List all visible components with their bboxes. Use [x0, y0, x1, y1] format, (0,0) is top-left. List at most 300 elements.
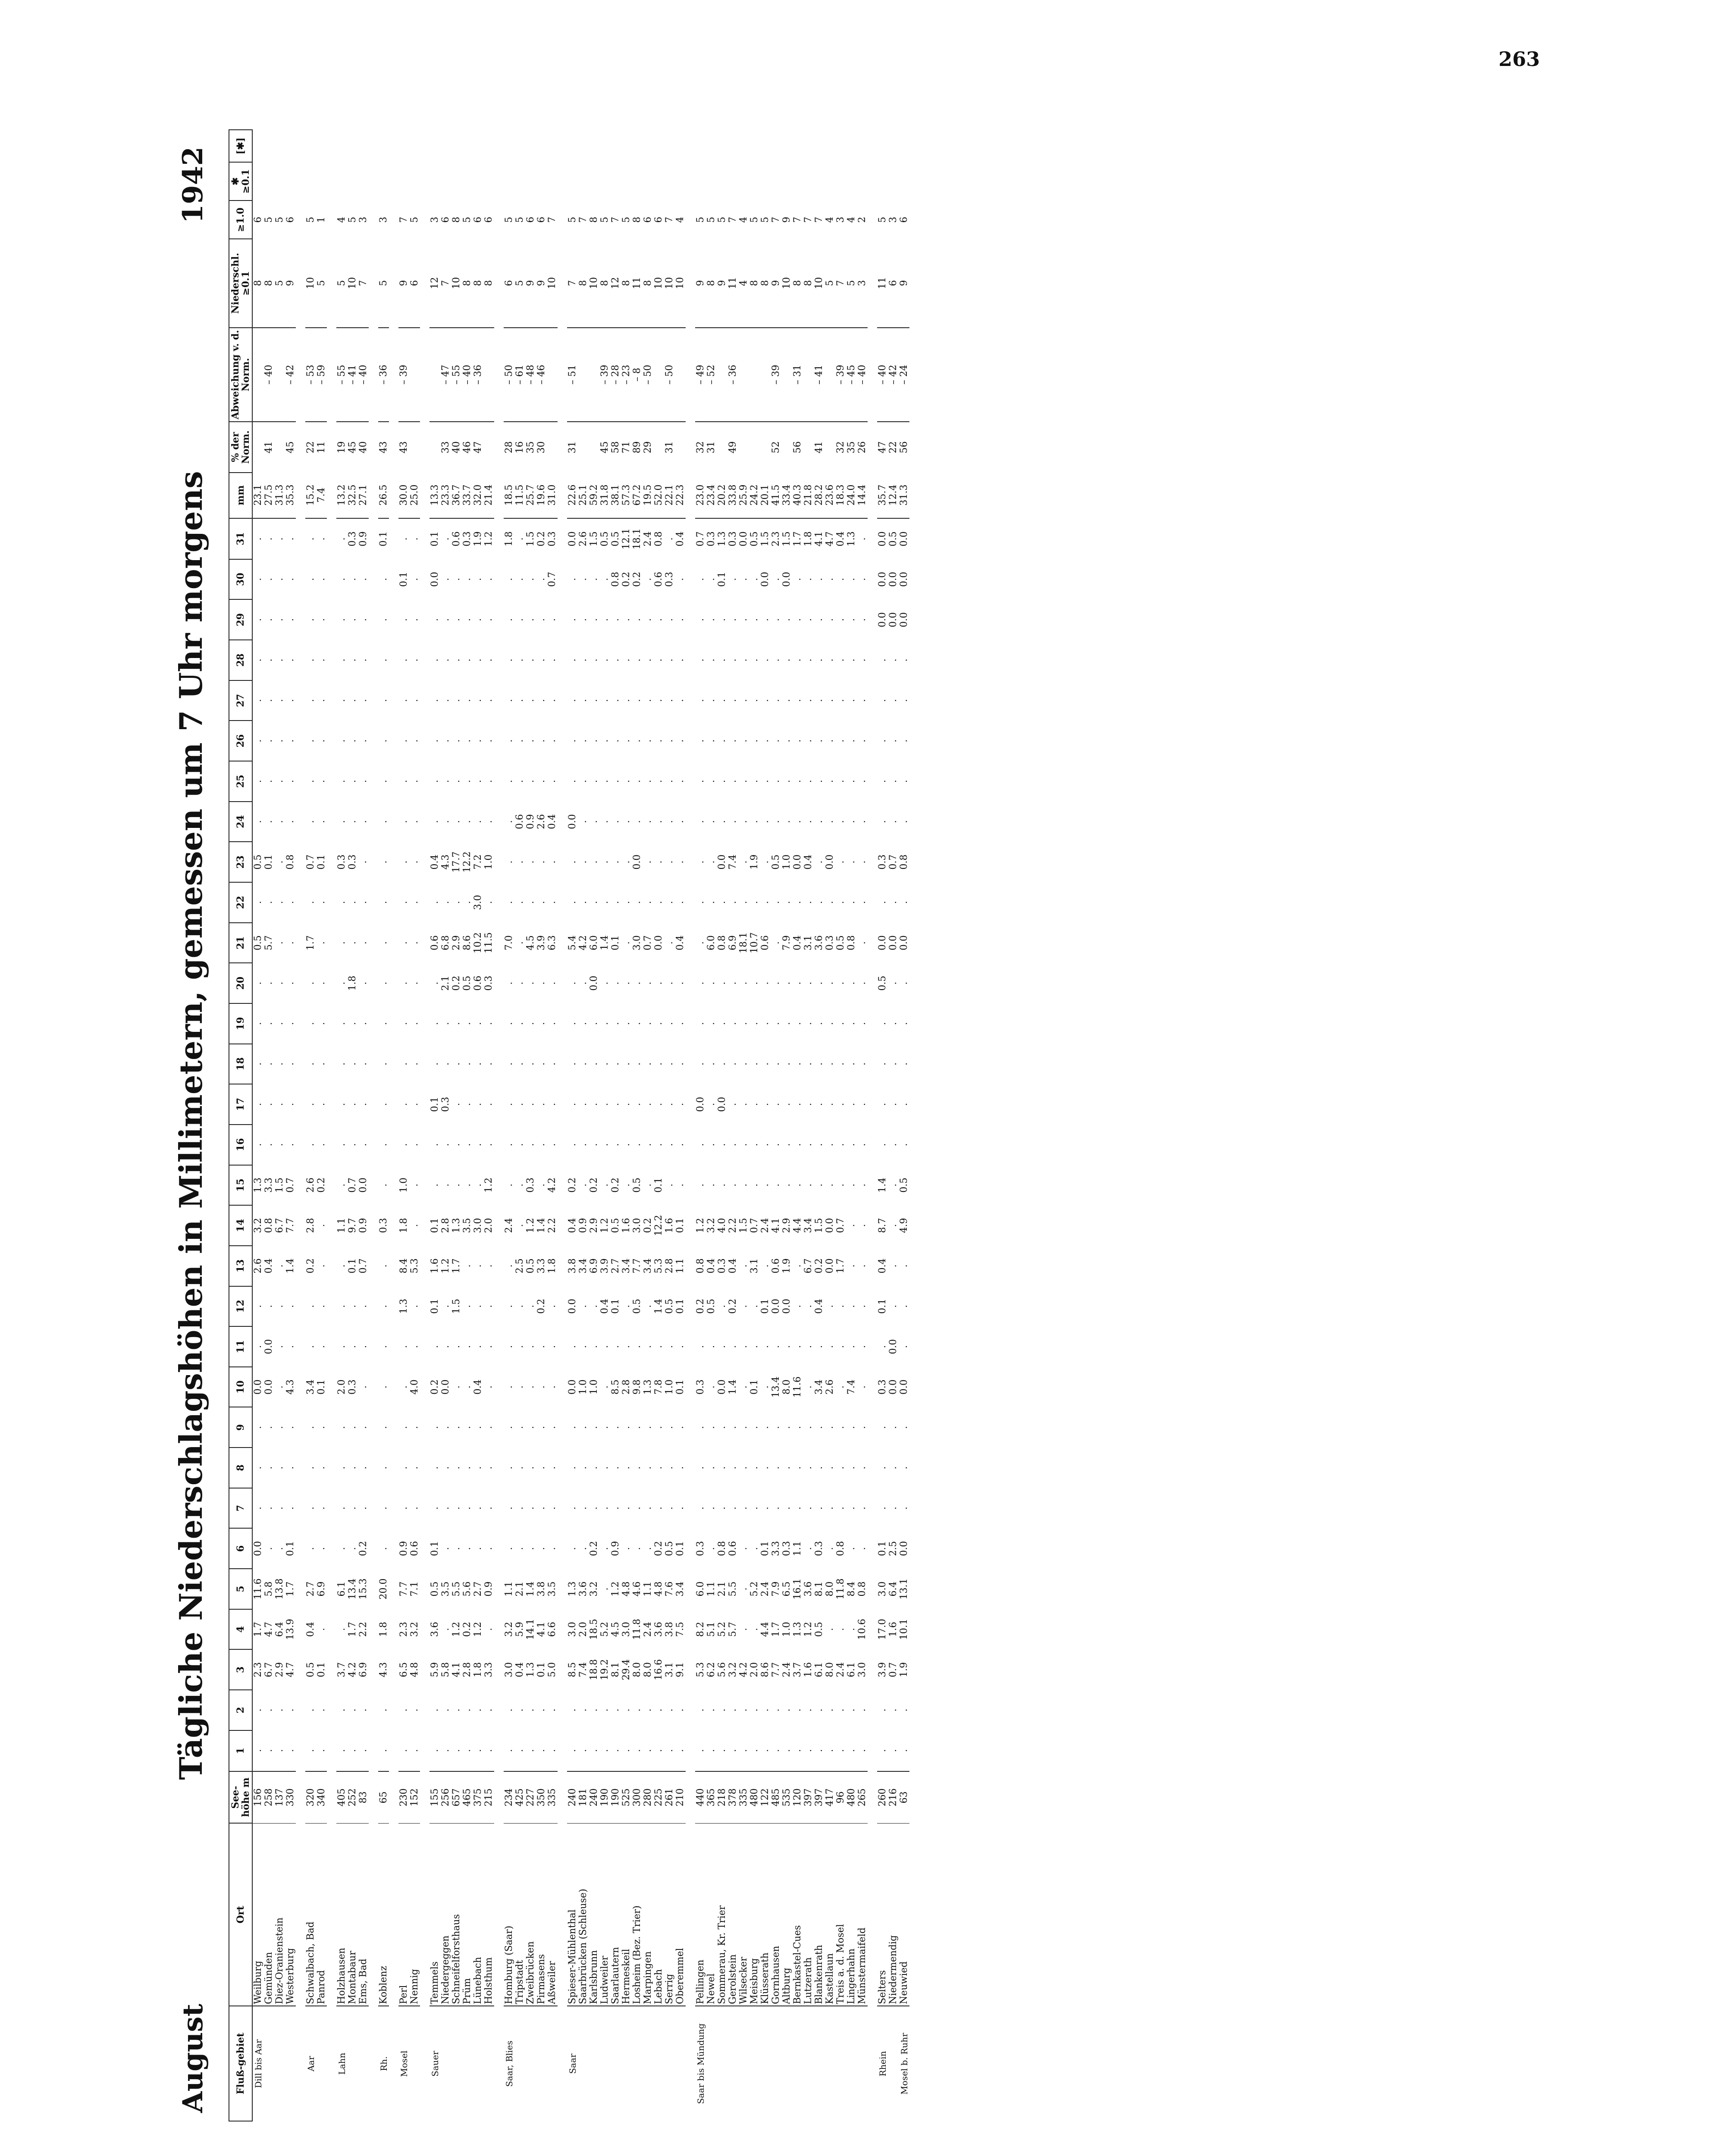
cell-monatssumme: 23.3	[440, 473, 451, 518]
cell-tage-3	[358, 130, 369, 162]
cell-day-6: .	[824, 1547, 836, 1550]
cell-day-17: 0.0	[717, 1097, 728, 1112]
cell-day-22: .	[727, 901, 739, 904]
cell-day-1: .	[888, 1749, 899, 1752]
cell-day-20: .	[643, 981, 654, 985]
cell-day-18: .	[695, 1062, 706, 1065]
cell-day-4: 3.2	[409, 1622, 420, 1637]
year-label: 1942	[177, 147, 209, 224]
cell-tage-3	[621, 130, 632, 162]
cell-day-4: 1.7	[771, 1622, 782, 1637]
cell-day-19: .	[706, 1022, 717, 1025]
cell-day-16: .	[483, 1143, 495, 1147]
cell-tage-3	[632, 130, 643, 162]
cell-day-18: .	[567, 1062, 578, 1065]
cell-day-21: 3.9	[536, 935, 547, 950]
cell-pct	[547, 422, 558, 473]
cell-day-19: .	[285, 1022, 296, 1025]
cell-day-17: .	[525, 1103, 536, 1106]
cell-day-3: 5.3	[695, 1662, 706, 1677]
cell-day-8: .	[504, 1466, 515, 1470]
cell-day-24: .	[578, 820, 589, 823]
cell-day-16: .	[589, 1143, 600, 1147]
cell-day-17: .	[888, 1103, 899, 1106]
cell-tage-1: 6	[440, 216, 451, 223]
cell-day-25: .	[781, 780, 793, 783]
cell-day-21: .	[771, 941, 782, 944]
cell-day-11: .	[347, 1345, 358, 1348]
cell-day-24: .	[888, 820, 899, 823]
cell-day-13: 3.1	[749, 1258, 760, 1274]
cell-day-23: 0.1	[263, 854, 275, 870]
cell-day-21: 0.5	[253, 935, 264, 950]
cell-day-13: .	[888, 1264, 899, 1268]
cell-day-17: 0.0	[695, 1097, 706, 1112]
cell-day-30: .	[285, 578, 296, 581]
cell-day-1: .	[253, 1749, 264, 1752]
cell-day-22: .	[398, 901, 410, 904]
cell-monatssumme: 31.3	[899, 473, 909, 518]
cell-tage-1: 5	[567, 216, 578, 223]
cell-tage-2	[814, 162, 824, 201]
table-row	[599, 130, 610, 2121]
cell-hoehe: 234	[504, 1771, 514, 1824]
cell-day-23: .	[274, 860, 285, 864]
cell-day-8: .	[378, 1466, 389, 1470]
cell-day-1: .	[347, 1749, 358, 1752]
cell-day-10: .	[835, 1385, 846, 1389]
row-spacer	[369, 130, 378, 2121]
cell-day-29: .	[504, 618, 515, 621]
cell-day-9: .	[398, 1426, 410, 1429]
cell-day-4: 7.5	[675, 1622, 686, 1637]
cell-hoehe: 252	[347, 1771, 358, 1824]
cell-pct: 19	[336, 441, 348, 454]
cell-day-4: 1.6	[888, 1622, 899, 1637]
cell-day-6: .	[347, 1547, 358, 1550]
cell-day-18: .	[483, 1062, 495, 1065]
cell-day-5: 1.1	[706, 1581, 717, 1597]
cell-day-29: .	[664, 618, 675, 621]
cell-day-19: .	[409, 1022, 420, 1025]
cell-day-24: .	[378, 820, 389, 823]
cell-day-12: .	[578, 1304, 589, 1308]
cell-abweichung: – 28	[610, 328, 621, 422]
cell-day-8: .	[547, 1466, 558, 1470]
cell-tage-1: 4	[846, 216, 857, 223]
cell-monatssumme: 40.3	[792, 473, 803, 518]
cell-day-5: 2.7	[305, 1581, 317, 1597]
cell-day-30: .	[274, 578, 285, 581]
cell-day-15: .	[857, 1183, 868, 1187]
cell-day-3: 4.3	[378, 1662, 389, 1677]
cell-hoehe: 155	[429, 1771, 440, 1824]
cell-ort: Altburg	[781, 1968, 793, 2004]
cell-day-4: 3.6	[429, 1622, 441, 1637]
cell-tage-3	[504, 130, 514, 162]
cell-day-11: .	[717, 1345, 728, 1348]
cell-day-19: .	[547, 1022, 558, 1025]
cell-day-17: .	[378, 1103, 389, 1106]
cell-tage-0: 4	[738, 239, 749, 328]
cell-ort: Gemünden	[263, 1952, 275, 2004]
cell-day-5: 0.5	[429, 1581, 441, 1597]
cell-pct	[429, 422, 440, 473]
cell-day-20: 1.8	[347, 975, 358, 991]
cell-day-24: .	[664, 820, 675, 823]
cell-day-26: .	[888, 739, 899, 743]
cell-day-10: 0.4	[473, 1379, 484, 1395]
cell-day-3: 8.1	[610, 1662, 621, 1677]
cell-day-15: .	[846, 1183, 857, 1187]
cell-day-31: 1.9	[473, 531, 484, 547]
cell-day-22: .	[536, 901, 547, 904]
cell-hoehe: 225	[653, 1771, 664, 1824]
col-day-28: 28	[229, 640, 252, 680]
cell-day-1: .	[274, 1749, 285, 1752]
cell-day-28: .	[846, 658, 857, 662]
cell-day-25: .	[483, 780, 495, 783]
cell-day-29: .	[514, 618, 526, 621]
cell-tage-2	[409, 162, 420, 201]
cell-day-27: .	[514, 699, 526, 702]
cell-day-15: 0.7	[285, 1177, 296, 1193]
cell-tage-1: 5	[274, 216, 285, 223]
row-spacer	[686, 130, 695, 2121]
cell-hoehe: 375	[473, 1771, 483, 1824]
cell-tage-2	[347, 162, 358, 201]
cell-day-3: 1.6	[803, 1662, 814, 1677]
cell-tage-1: 5	[621, 216, 632, 223]
cell-day-3: 5.6	[717, 1662, 728, 1677]
cell-day-13: .	[738, 1264, 749, 1268]
cell-day-24: .	[253, 820, 264, 823]
cell-day-16: .	[824, 1143, 836, 1147]
cell-tage-3	[706, 130, 717, 162]
cell-hoehe: 405	[336, 1771, 347, 1824]
cell-day-16: .	[835, 1143, 846, 1147]
table-row	[706, 130, 717, 2121]
col-day-13: 13	[229, 1246, 252, 1286]
cell-day-9: .	[888, 1426, 899, 1429]
cell-day-23: 0.3	[336, 854, 348, 870]
cell-tage-1: 7	[398, 216, 410, 223]
cell-day-6: .	[504, 1547, 515, 1550]
cell-day-18: .	[771, 1062, 782, 1065]
cell-day-17: .	[899, 1103, 910, 1106]
cell-day-3: 29.4	[621, 1659, 632, 1680]
cell-day-18: .	[398, 1062, 410, 1065]
cell-day-17: .	[835, 1103, 846, 1106]
cell-tage-2	[857, 162, 868, 201]
cell-day-4: .	[336, 1628, 348, 1631]
cell-ort: Niedergeggen	[440, 1935, 451, 2004]
cell-day-23: 0.3	[347, 854, 358, 870]
cell-day-20: .	[536, 981, 547, 985]
cell-day-11: .	[578, 1345, 589, 1348]
cell-day-9: .	[253, 1426, 264, 1429]
cell-day-11: .	[462, 1345, 473, 1348]
cell-day-18: .	[664, 1062, 675, 1065]
cell-day-14: 2.8	[440, 1218, 451, 1233]
cell-day-21: 6.0	[706, 935, 717, 950]
cell-day-19: .	[440, 1022, 451, 1025]
cell-day-24: .	[717, 820, 728, 823]
cell-day-30: .	[824, 578, 836, 581]
cell-day-13: 0.0	[824, 1258, 836, 1274]
cell-day-6: 0.1	[877, 1541, 888, 1556]
cell-day-23: 17.7	[451, 851, 462, 873]
cell-fluss	[781, 2006, 792, 2121]
cell-abweichung: – 50	[643, 328, 653, 422]
cell-day-14: 9.7	[347, 1218, 358, 1233]
cell-day-5: 3.8	[536, 1581, 547, 1597]
cell-day-10: 3.4	[814, 1379, 825, 1395]
cell-ort: Koblenz	[378, 1965, 389, 2004]
cell-day-22: .	[706, 901, 717, 904]
cell-day-15: 0.3	[525, 1177, 536, 1193]
cell-monatssumme: 28.2	[814, 473, 824, 518]
cell-pct: 41	[263, 441, 275, 454]
cell-day-14: .	[846, 1224, 857, 1227]
cell-day-19: .	[749, 1022, 760, 1025]
cell-day-20: 0.2	[451, 975, 462, 991]
table-row	[536, 130, 547, 2121]
cell-day-18: .	[824, 1062, 836, 1065]
cell-tage-0: 8	[706, 239, 717, 328]
cell-day-25: .	[675, 780, 686, 783]
cell-fluss	[632, 2006, 643, 2121]
cell-day-26: .	[263, 739, 275, 743]
cell-day-29: .	[621, 618, 632, 621]
cell-monatssumme: 21.8	[803, 473, 814, 518]
cell-hoehe: 258	[263, 1771, 274, 1824]
cell-monatssumme: 52.0	[653, 473, 664, 518]
cell-ort: Lingerhahn	[846, 1948, 857, 2004]
cell-day-13: 6.7	[803, 1258, 814, 1274]
cell-day-26: .	[610, 739, 621, 743]
cell-day-28: .	[253, 658, 264, 662]
col-day-27: 27	[229, 680, 252, 721]
cell-fluss	[536, 2006, 547, 2121]
cell-day-21: 18.1	[738, 932, 749, 953]
cell-day-28: .	[547, 658, 558, 662]
cell-day-11: .	[899, 1345, 910, 1348]
cell-day-6: 2.5	[888, 1541, 899, 1556]
cell-day-22: .	[675, 901, 686, 904]
page-number: 263	[1498, 47, 1540, 71]
cell-day-4: 18.5	[589, 1619, 600, 1640]
cell-day-10: 1.3	[643, 1379, 654, 1395]
cell-day-11: .	[760, 1345, 771, 1348]
cell-monatssumme: 35.7	[877, 473, 888, 518]
cell-tage-0: 7	[440, 239, 451, 328]
cell-hoehe: 156	[252, 1771, 263, 1824]
cell-day-28: .	[285, 658, 296, 662]
cell-day-6: .	[440, 1547, 451, 1550]
cell-day-25: .	[429, 780, 441, 783]
cell-tage-1: 3	[429, 216, 441, 223]
cell-day-8: .	[473, 1466, 484, 1470]
cell-monatssumme: 33.7	[462, 473, 473, 518]
cell-day-20: .	[610, 981, 621, 985]
cell-day-15: .	[536, 1183, 547, 1187]
cell-day-7: .	[525, 1507, 536, 1510]
cell-day-20: .	[316, 981, 327, 985]
cell-day-30: 0.0	[429, 572, 441, 587]
cell-day-24: .	[429, 820, 441, 823]
cell-abweichung: – 39	[835, 328, 846, 422]
cell-day-6: .	[738, 1547, 749, 1550]
cell-day-5: 2.1	[717, 1581, 728, 1597]
cell-day-3: 2.0	[749, 1662, 760, 1677]
cell-monatssumme: 27.5	[263, 473, 274, 518]
cell-day-13: .	[316, 1264, 327, 1268]
cell-ort: Westerburg	[285, 1948, 296, 2004]
cell-day-27: .	[347, 699, 358, 702]
cell-day-24: .	[814, 820, 825, 823]
cell-day-21: 0.6	[760, 935, 771, 950]
cell-day-9: .	[857, 1426, 868, 1429]
table-row	[336, 130, 347, 2121]
col-abweichung: Abweichung v. d. Norm.	[229, 328, 252, 422]
cell-tage-0: 6	[888, 239, 899, 328]
cell-abweichung	[274, 328, 285, 422]
cell-day-14: 2.0	[483, 1218, 495, 1233]
cell-tage-1: 7	[547, 216, 558, 223]
cell-monatssumme: 14.4	[857, 473, 868, 518]
cell-fluss	[599, 2006, 610, 2121]
cell-day-14: .	[888, 1224, 899, 1227]
cell-day-8: .	[514, 1466, 526, 1470]
cell-day-14: 6.7	[274, 1218, 285, 1233]
cell-day-2: .	[473, 1708, 484, 1712]
cell-day-6: .	[274, 1547, 285, 1550]
cell-day-7: .	[567, 1507, 578, 1510]
cell-day-14: 1.8	[398, 1218, 410, 1233]
cell-monatssumme: 33.4	[781, 473, 792, 518]
cell-tage-0: 3	[857, 239, 868, 328]
cell-day-8: .	[305, 1466, 317, 1470]
cell-day-22: .	[857, 901, 868, 904]
cell-day-30: .	[814, 578, 825, 581]
cell-day-31: 1.3	[846, 531, 857, 547]
cell-day-29: .	[578, 618, 589, 621]
cell-day-2: .	[525, 1708, 536, 1712]
cell-abweichung	[252, 328, 263, 422]
cell-day-23: .	[835, 860, 846, 864]
cell-day-29: .	[440, 618, 451, 621]
cell-hoehe: 120	[792, 1771, 803, 1824]
cell-day-13: 1.7	[835, 1258, 846, 1274]
cell-tage-3	[285, 130, 296, 162]
cell-day-4: 5.1	[706, 1622, 717, 1637]
cell-day-23: .	[536, 860, 547, 864]
cell-monatssumme: 30.0	[398, 473, 409, 518]
cell-day-13: 6.9	[589, 1258, 600, 1274]
cell-hoehe: 260	[877, 1771, 888, 1824]
cell-tage-3	[316, 130, 327, 162]
cell-day-10: .	[760, 1385, 771, 1389]
cell-day-26: .	[504, 739, 515, 743]
cell-day-8: .	[653, 1466, 665, 1470]
cell-day-11: 0.0	[263, 1339, 275, 1354]
cell-day-19: .	[514, 1022, 526, 1025]
cell-day-18: .	[781, 1062, 793, 1065]
cell-day-9: .	[749, 1426, 760, 1429]
cell-hoehe: 190	[610, 1771, 621, 1824]
cell-day-15: 3.3	[263, 1177, 275, 1193]
cell-day-21: .	[664, 941, 675, 944]
cell-day-31: 0.6	[451, 531, 462, 547]
cell-day-6: .	[462, 1547, 473, 1550]
cell-ort: Meisburg	[749, 1958, 760, 2004]
cell-day-15: .	[462, 1183, 473, 1187]
col-day-21: 21	[229, 923, 252, 963]
cell-day-25: .	[305, 780, 317, 783]
cell-tage-1: 5	[462, 216, 473, 223]
table-row	[749, 130, 760, 2121]
cell-hoehe: 96	[835, 1771, 846, 1824]
cell-day-28: .	[632, 658, 643, 662]
cell-day-12: 0.2	[695, 1298, 706, 1314]
cell-day-12: .	[253, 1304, 264, 1308]
cell-ort: Panrod	[316, 1970, 327, 2004]
cell-day-7: .	[695, 1507, 706, 1510]
cell-day-26: .	[803, 739, 814, 743]
cell-day-31: 0.9	[358, 531, 369, 547]
cell-day-26: .	[347, 739, 358, 743]
cell-tage-3	[675, 130, 686, 162]
cell-day-13: 3.4	[621, 1258, 632, 1274]
page-title: Tägliche Niederschlagshöhen in Millimetern, gemessen um 7 Uhr morgens	[172, 471, 209, 1780]
cell-day-6: .	[483, 1547, 495, 1550]
cell-day-28: .	[857, 658, 868, 662]
cell-day-5: 1.1	[643, 1581, 654, 1597]
cell-day-16: .	[621, 1143, 632, 1147]
cell-day-24: .	[398, 820, 410, 823]
cell-day-15: .	[675, 1183, 686, 1187]
cell-abweichung	[589, 328, 599, 422]
cell-day-24: .	[621, 820, 632, 823]
cell-day-25: .	[835, 780, 846, 783]
cell-monatssumme: 18.5	[504, 473, 514, 518]
cell-day-16: .	[803, 1143, 814, 1147]
cell-day-10: 7.4	[846, 1379, 857, 1395]
table-row	[409, 130, 420, 2121]
cell-day-21: 0.7	[643, 935, 654, 950]
cell-day-7: .	[504, 1507, 515, 1510]
cell-day-22: .	[567, 901, 578, 904]
cell-abweichung	[749, 328, 760, 422]
cell-day-5: 7.7	[398, 1581, 410, 1597]
cell-tage-0: 6	[504, 239, 514, 328]
cell-day-18: .	[378, 1062, 389, 1065]
cell-day-12: 0.0	[781, 1298, 793, 1314]
cell-day-13: 0.4	[727, 1258, 739, 1274]
cell-day-31: 0.0	[899, 531, 910, 547]
cell-day-10: 9.8	[632, 1379, 643, 1395]
cell-day-6: 0.6	[409, 1541, 420, 1556]
cell-day-8: .	[621, 1466, 632, 1470]
cell-day-3: 3.7	[336, 1662, 348, 1677]
cell-day-20: .	[504, 981, 515, 985]
cell-day-5: 0.8	[857, 1581, 868, 1597]
cell-day-1: .	[514, 1749, 526, 1752]
cell-pct: 32	[695, 441, 706, 454]
cell-day-1: .	[781, 1749, 793, 1752]
cell-tage-2	[336, 162, 347, 201]
